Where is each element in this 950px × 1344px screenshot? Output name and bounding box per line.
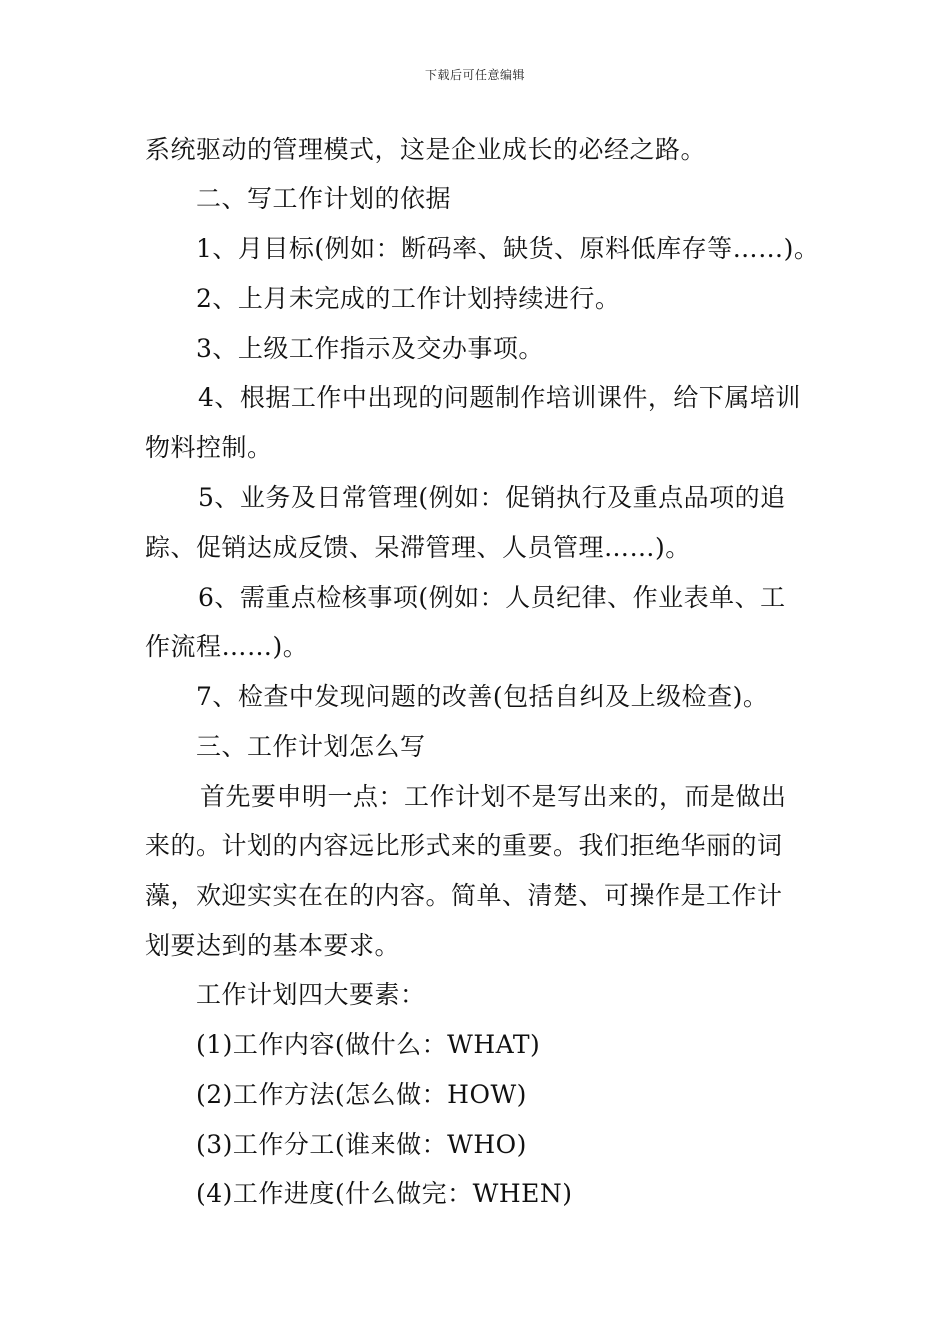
body-line: 藻，欢迎实实在在的内容。简单、清楚、可操作是工作计 [145,881,783,910]
list-item: 4、根据工作中出现的问题制作培训课件，给下属培训 [198,383,801,412]
list-item: (1)工作内容(做什么：WHAT) [196,1030,541,1059]
list-item: (4)工作进度(什么做完：WHEN) [196,1179,573,1208]
list-item: 1、月目标(例如：断码率、缺货、原料低库存等……)。 [196,234,820,263]
list-item: 7、检查中发现问题的改善(包括自纠及上级检查)。 [196,682,769,711]
section-heading: 三、工作计划怎么写 [196,732,426,761]
list-item-continuation: 作流程……)。 [145,632,309,661]
body-line: 首先要申明一点：工作计划不是写出来的，而是做出 [200,782,787,811]
list-item-continuation: 物料控制。 [145,433,273,462]
section-heading: 二、写工作计划的依据 [196,184,452,213]
list-item: 5、业务及日常管理(例如：促销执行及重点品项的追 [198,483,786,512]
list-item: 6、需重点检核事项(例如：人员纪律、作业表单、工 [198,583,786,612]
list-item-continuation: 踪、促销达成反馈、呆滞管理、人员管理……)。 [145,533,691,562]
list-item: 2、上月未完成的工作计划持续进行。 [196,284,621,313]
body-line: 来的。计划的内容远比形式来的重要。我们拒绝华丽的词 [145,831,783,860]
body-line: 系统驱动的管理模式，这是企业成长的必经之路。 [145,135,707,164]
body-line: 划要达到的基本要求。 [145,931,401,960]
list-item: (2)工作方法(怎么做：HOW) [196,1080,527,1109]
list-item: (3)工作分工(谁来做：WHO) [196,1130,527,1159]
list-item: 3、上级工作指示及交办事项。 [196,334,544,363]
subheading: 工作计划四大要素： [196,980,426,1009]
page-header: 下载后可任意编辑 [424,68,525,82]
